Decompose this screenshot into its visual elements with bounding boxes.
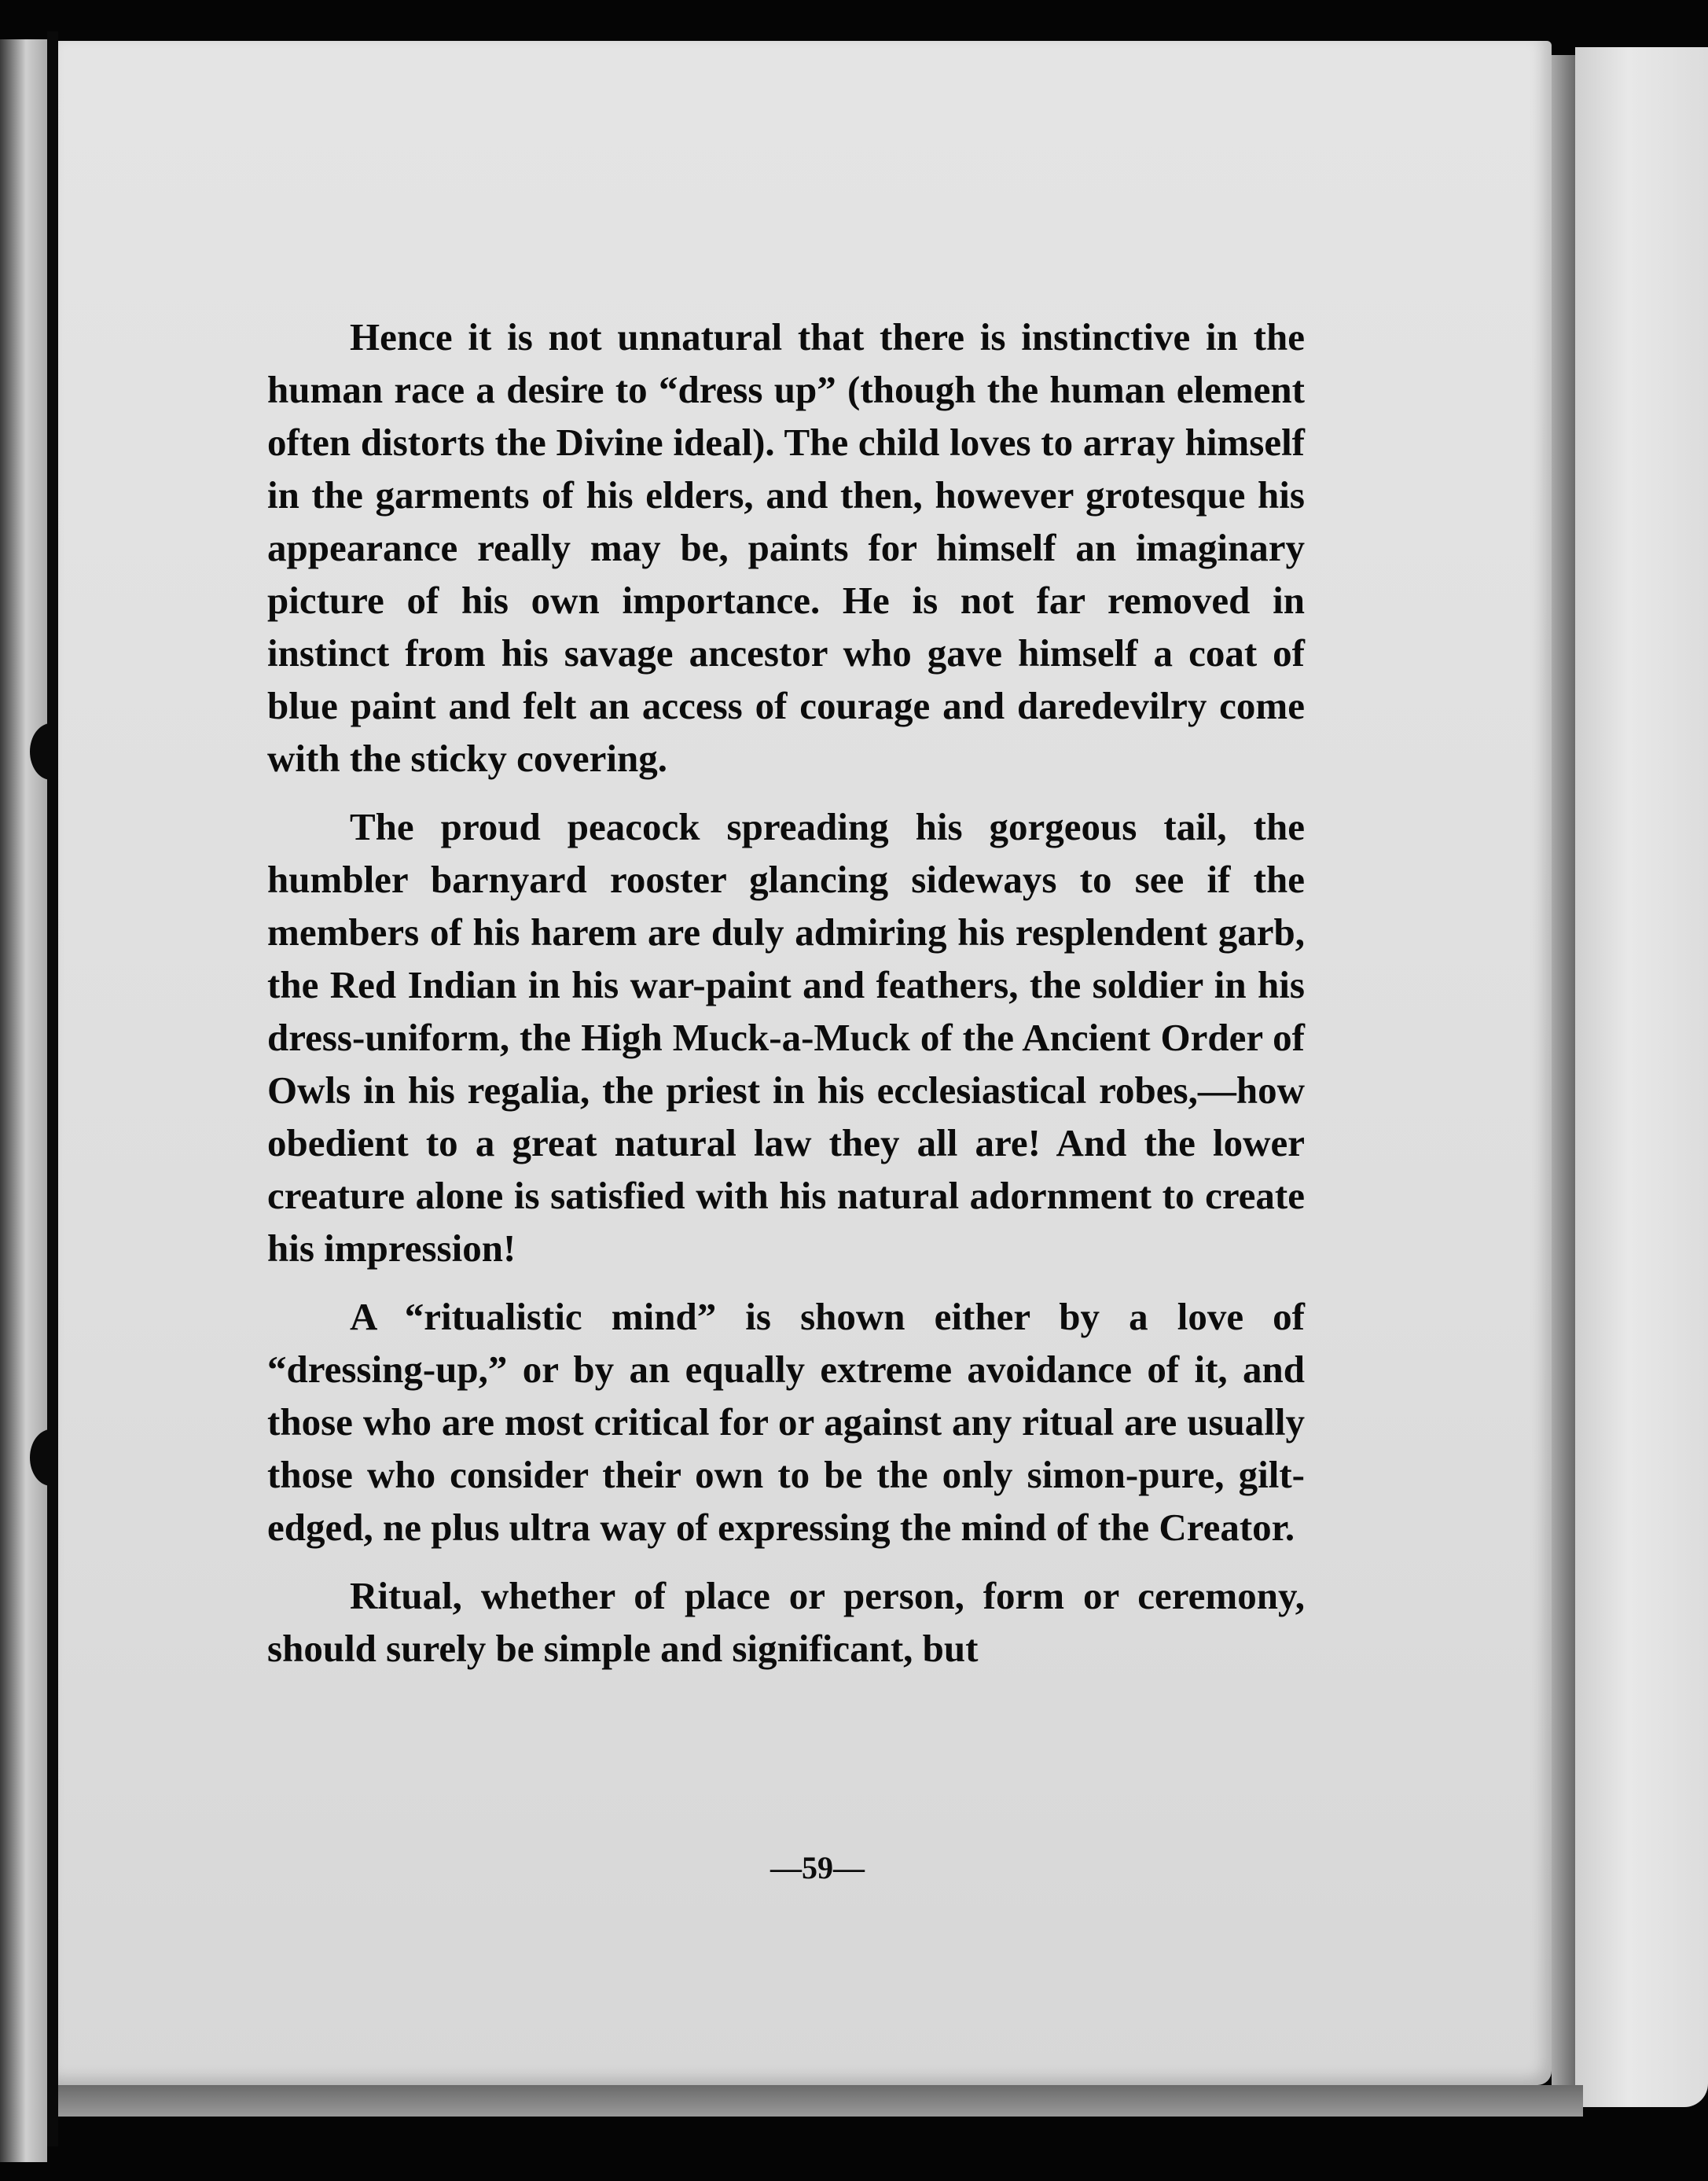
body-text	[267, 311, 1305, 1690]
page-edge-shadow	[1552, 55, 1575, 2091]
bottom-edge-shadow	[58, 2085, 1583, 2117]
left-margin-strip	[0, 39, 47, 2162]
paragraph-4: Ritual, whether of place or person, form or ceremony, should surely be simple and significant, but	[267, 1574, 1305, 1670]
paragraph-2: The proud peacock spreading his gorgeous tail, the humbler barnyard rooster glancing sideways to see if the members of his harem are duly admiring his resplendent garb, the Red Indian in his war-paint and feathers, the soldier in his dress-uniform, the High Muck-a-Muck of the Ancient Order of Owls in his regalia, the priest in his ecclesiastical robes,—how obedient to a great natural law they all are! And the lower creature alone is satisfied with his natural adornment to create his impression!	[267, 805, 1305, 1270]
paragraph-1: Hence it is not unnatural that there is instinctive in the human race a desire to “dress up” (though the human element often distorts the Divine ideal). The child loves to array himself in the garments of his elders, and then, however grotesque his appearance really may be, paints for himself an imaginary picture of his own importance. He is not far removed in instinct from his savage ancestor who gave himself a coat of blue paint and felt an access of courage and daredevilry come with the sticky covering.	[267, 315, 1305, 780]
page-number: —59—	[770, 1850, 865, 1885]
binding-line	[47, 31, 58, 2146]
right-margin-strip	[1575, 47, 1708, 2107]
paragraph-3: A “ritualistic mind” is shown either by a love of “dressing-up,” or by an equally extreme avoidance of it, and those who are most critical for or against any ritual are usually those who consider their own to be the only simon-pure, gilt-edged, ne plus ultra way of expressing the mind of the Creator.	[267, 1295, 1305, 1549]
